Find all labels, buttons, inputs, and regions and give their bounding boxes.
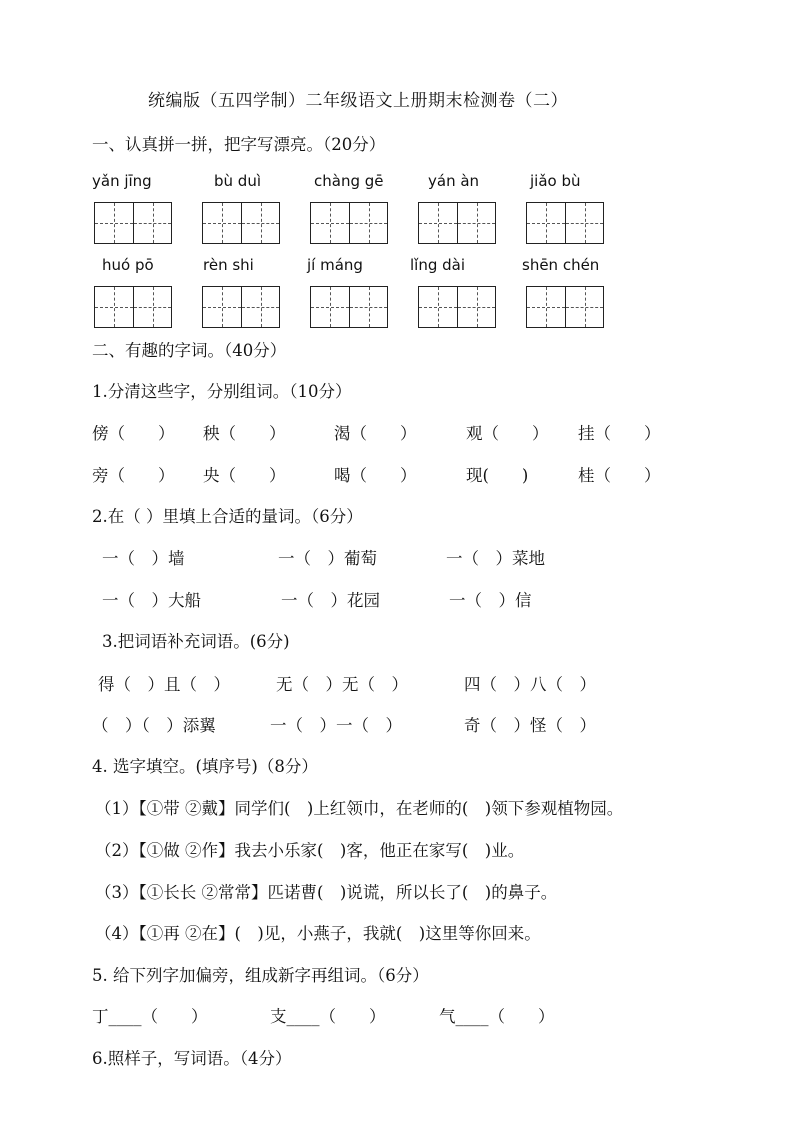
q3-item[interactable]: 奇（ ）怪（ ） (464, 716, 596, 735)
pinyin-1-1: yǎn jīng (92, 172, 152, 190)
q5-item[interactable]: 支____（ ） (270, 1007, 386, 1026)
pinyin-2-1: huó pō (102, 256, 154, 274)
q1-item[interactable]: 傍（ ） (92, 424, 175, 443)
tianzige-row-2 (0, 286, 794, 336)
q3-item[interactable]: 无（ ）无（ ） (276, 675, 408, 694)
pinyin-2-2: rèn shi (203, 256, 254, 274)
tianzige-box[interactable] (526, 286, 604, 328)
q1-item[interactable]: 喝（ ） (334, 466, 417, 485)
q2-item[interactable]: 一（ ）大船 (102, 591, 201, 610)
q2-item[interactable]: 一（ ）信 (449, 591, 532, 610)
q3-item[interactable]: 四（ ）八（ ） (464, 675, 596, 694)
pinyin-1-5: jiǎo bù (530, 172, 581, 190)
q1-item[interactable]: 渴（ ） (334, 424, 417, 443)
q5-item[interactable]: 丁____（ ） (92, 1007, 208, 1026)
q3-item[interactable]: 一（ ）一（ ） (270, 716, 402, 735)
q3-item[interactable]: 得（ ）且（ ） (98, 675, 230, 694)
q1-item[interactable]: 秧（ ） (203, 424, 286, 443)
q5-item[interactable]: 气____（ ） (439, 1007, 555, 1026)
pinyin-2-4: lǐng dài (410, 256, 466, 274)
q3-item[interactable]: （ ）（ ）添翼 (92, 716, 216, 735)
q4-line[interactable]: （3）【①长长 ②常常】匹诺曹( )说谎，所以长了( )的鼻子。 (95, 883, 558, 902)
pinyin-1-2: bù duì (214, 172, 261, 190)
q1-item[interactable]: 挂（ ） (578, 424, 661, 443)
q5-heading: 5. 给下列字加偏旁，组成新字再组词。（6分） (92, 966, 429, 985)
q3-heading: 3.把词语补充词语。(6分) (102, 632, 290, 651)
q1-item[interactable]: 观（ ） (466, 424, 549, 443)
q1-item[interactable]: 央（ ） (203, 466, 286, 485)
q4-line[interactable]: （4）【①再 ②在】( )见，小燕子，我就( )这里等你回来。 (95, 924, 541, 943)
pinyin-1-3: chàng gē (314, 172, 384, 190)
tianzige-box[interactable] (418, 286, 496, 328)
tianzige-box[interactable] (94, 286, 172, 328)
q1-item[interactable]: 现( ) (466, 466, 529, 485)
q2-heading: 2.在（ ）里填上合适的量词。（6分） (92, 507, 363, 526)
q6-heading: 6.照样子，写词语。（4分） (92, 1049, 292, 1068)
tianzige-row-1 (0, 202, 794, 252)
tianzige-box[interactable] (310, 286, 388, 328)
q2-item[interactable]: 一（ ）葡萄 (278, 549, 377, 568)
pinyin-2-5: shēn chén (522, 256, 600, 274)
q4-line[interactable]: （1）【①带 ②戴】同学们( )上红领巾，在老师的( )领下参观植物园。 (95, 799, 624, 818)
tianzige-box[interactable] (94, 202, 172, 244)
q4-heading: 4. 选字填空。(填序号)（8分） (92, 757, 318, 776)
tianzige-box[interactable] (202, 202, 280, 244)
page-title: 统编版（五四学制）二年级语文上册期末检测卷（二） (148, 91, 568, 111)
pinyin-1-4: yán àn (428, 172, 480, 190)
q1-item[interactable]: 桂（ ） (578, 466, 661, 485)
q4-line[interactable]: （2）【①做 ②作】我去小乐家( )客，他正在家写( )业。 (95, 841, 525, 860)
tianzige-box[interactable] (418, 202, 496, 244)
pinyin-2-3: jí máng (307, 256, 363, 274)
q2-item[interactable]: 一（ ）花园 (281, 591, 380, 610)
tianzige-box[interactable] (526, 202, 604, 244)
tianzige-box[interactable] (202, 286, 280, 328)
tianzige-box[interactable] (310, 202, 388, 244)
section1-heading: 一、认真拼一拼，把字写漂亮。（20分） (92, 135, 386, 154)
q1-heading: 1.分清这些字，分别组词。（10分） (92, 382, 352, 401)
section2-heading: 二、有趣的字词。（40分） (92, 341, 287, 360)
q2-item[interactable]: 一（ ）菜地 (446, 549, 545, 568)
q1-item[interactable]: 旁（ ） (92, 466, 175, 485)
q2-item[interactable]: 一（ ）墙 (102, 549, 185, 568)
